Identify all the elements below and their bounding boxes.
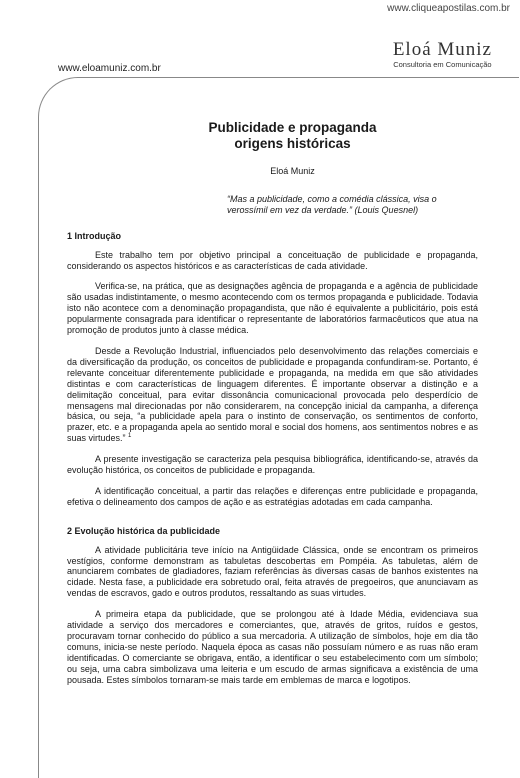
paragraph [67,346,478,444]
paragraph-text: Desde a Revolução Industrial, influenciados pelo desenvolvimento das relações comerciais e da diversificação da produção, os conceitos de publicidade e propaganda confundiram-se. Portanto, é relevante conceituar diferentemente publicidade e propaganda, na medida em que são atividades distintas e com características de linguagem diferentes. É importante observar a distinção e a delimitação conceitual, para evitar dissonância comunicacional provocada pelo desperdício de mensagens mal direcionadas por não considerarem, na concepção inicial da campanha, a diferença básica, ou seja, “a publicidade apela para o instinto de conservação, os sentimentos de conforto, prazer, etc. e a propaganda apela ao sentido moral e social dos homens, aos sentimentos nobres e as suas virtudes.” [67,345,478,444]
author: Eloá Muniz [270,166,315,176]
footnote-marker: 1 [128,433,132,440]
paragraph: Este trabalho tem por objetivo principal a conceituação de publicidade e propaganda, considerando os aspectos históricos e as características de cada atividade. [67,249,478,271]
brand-subtitle: Consultoria em Comunicação [393,60,492,69]
paragraph: A presente investigação se caracteriza pela pesquisa bibliográfica, identificando-se, através da evolução histórica, os conceitos de publicidade e propaganda. [67,454,478,476]
paragraph: A atividade publicitária teve início na Antigüidade Clássica, onde se encontram os primeiros vestígios, conforme demonstram as tabuletas descobertas em Pompéia. As tabuletas, além de anunciarem combates de gladiadores, faziam referências às diversas casas de banhos existentes na cidade. Nesta fase, a publicidade era sobretudo oral, feita através de pregoeiros, que anunciavam as vendas de escravos, gado e outros produtos, ressaltando as suas virtudes. [67,544,478,599]
site-url[interactable]: www.eloamuniz.com.br [58,63,161,74]
title-line-1: Publicidade e propaganda [208,120,377,135]
brand-logo [393,40,492,70]
brand-name: Eloá Muniz [392,39,492,60]
paragraph: Verifica-se, na prática, que as designações agência de propaganda e a agência de publicidade são usadas indistintamente, o mesmo acontecendo com os termos propaganda e publicidade. Todavia isto não acontece com a denominação propagandista, que não é equivalente a publicitário, pois está popularmente consagrada para identificar o representante de laboratórios farmacêuticos que atua na promoção de produtos junto à classe médica. [67,281,478,336]
paragraph: A identificação conceitual, a partir das relações e diferenças entre publicidade e propaganda, efetiva o delineamento dos campos de ação e as estratégias adotadas em cada campanha. [67,485,478,507]
document-title [107,120,478,152]
epigraph-quote: “Mas a publicidade, como a comédia clássica, visa o verossímil em vez da verdade.” (Louis Quesnel) [227,193,437,215]
title-line-2: origens históricas [234,136,351,151]
paragraph: A primeira etapa da publicidade, que se prolongou até à Idade Média, evidenciava sua atividade a serviço dos mercadores e comerciantes, que, através de gritos, ruídos e gestos, procuravam tornar conhecido do público a sua mercadoria. A utilização de símbolos, hoje em dia tão comuns, inicia-se neste período. Naquela época as casas não possuíam número e as ruas não eram identificadas. O comerciante se obrigava, então, a identificar o seu estabelecimento com um símbolo; ou seja, uma cabra simbolizava uma leiteria e um escudo de armas significava a existência de uma pousada. Estes símbolos tornaram-se mais tarde em emblemas de marca e logotipos. [67,609,478,685]
section-heading-introduction: 1 Introdução [67,230,122,241]
document-body [67,120,478,696]
section-heading-history: 2 Evolução histórica da publicidade [67,525,221,536]
source-url[interactable]: www.cliqueapostilas.com.br [387,3,510,14]
